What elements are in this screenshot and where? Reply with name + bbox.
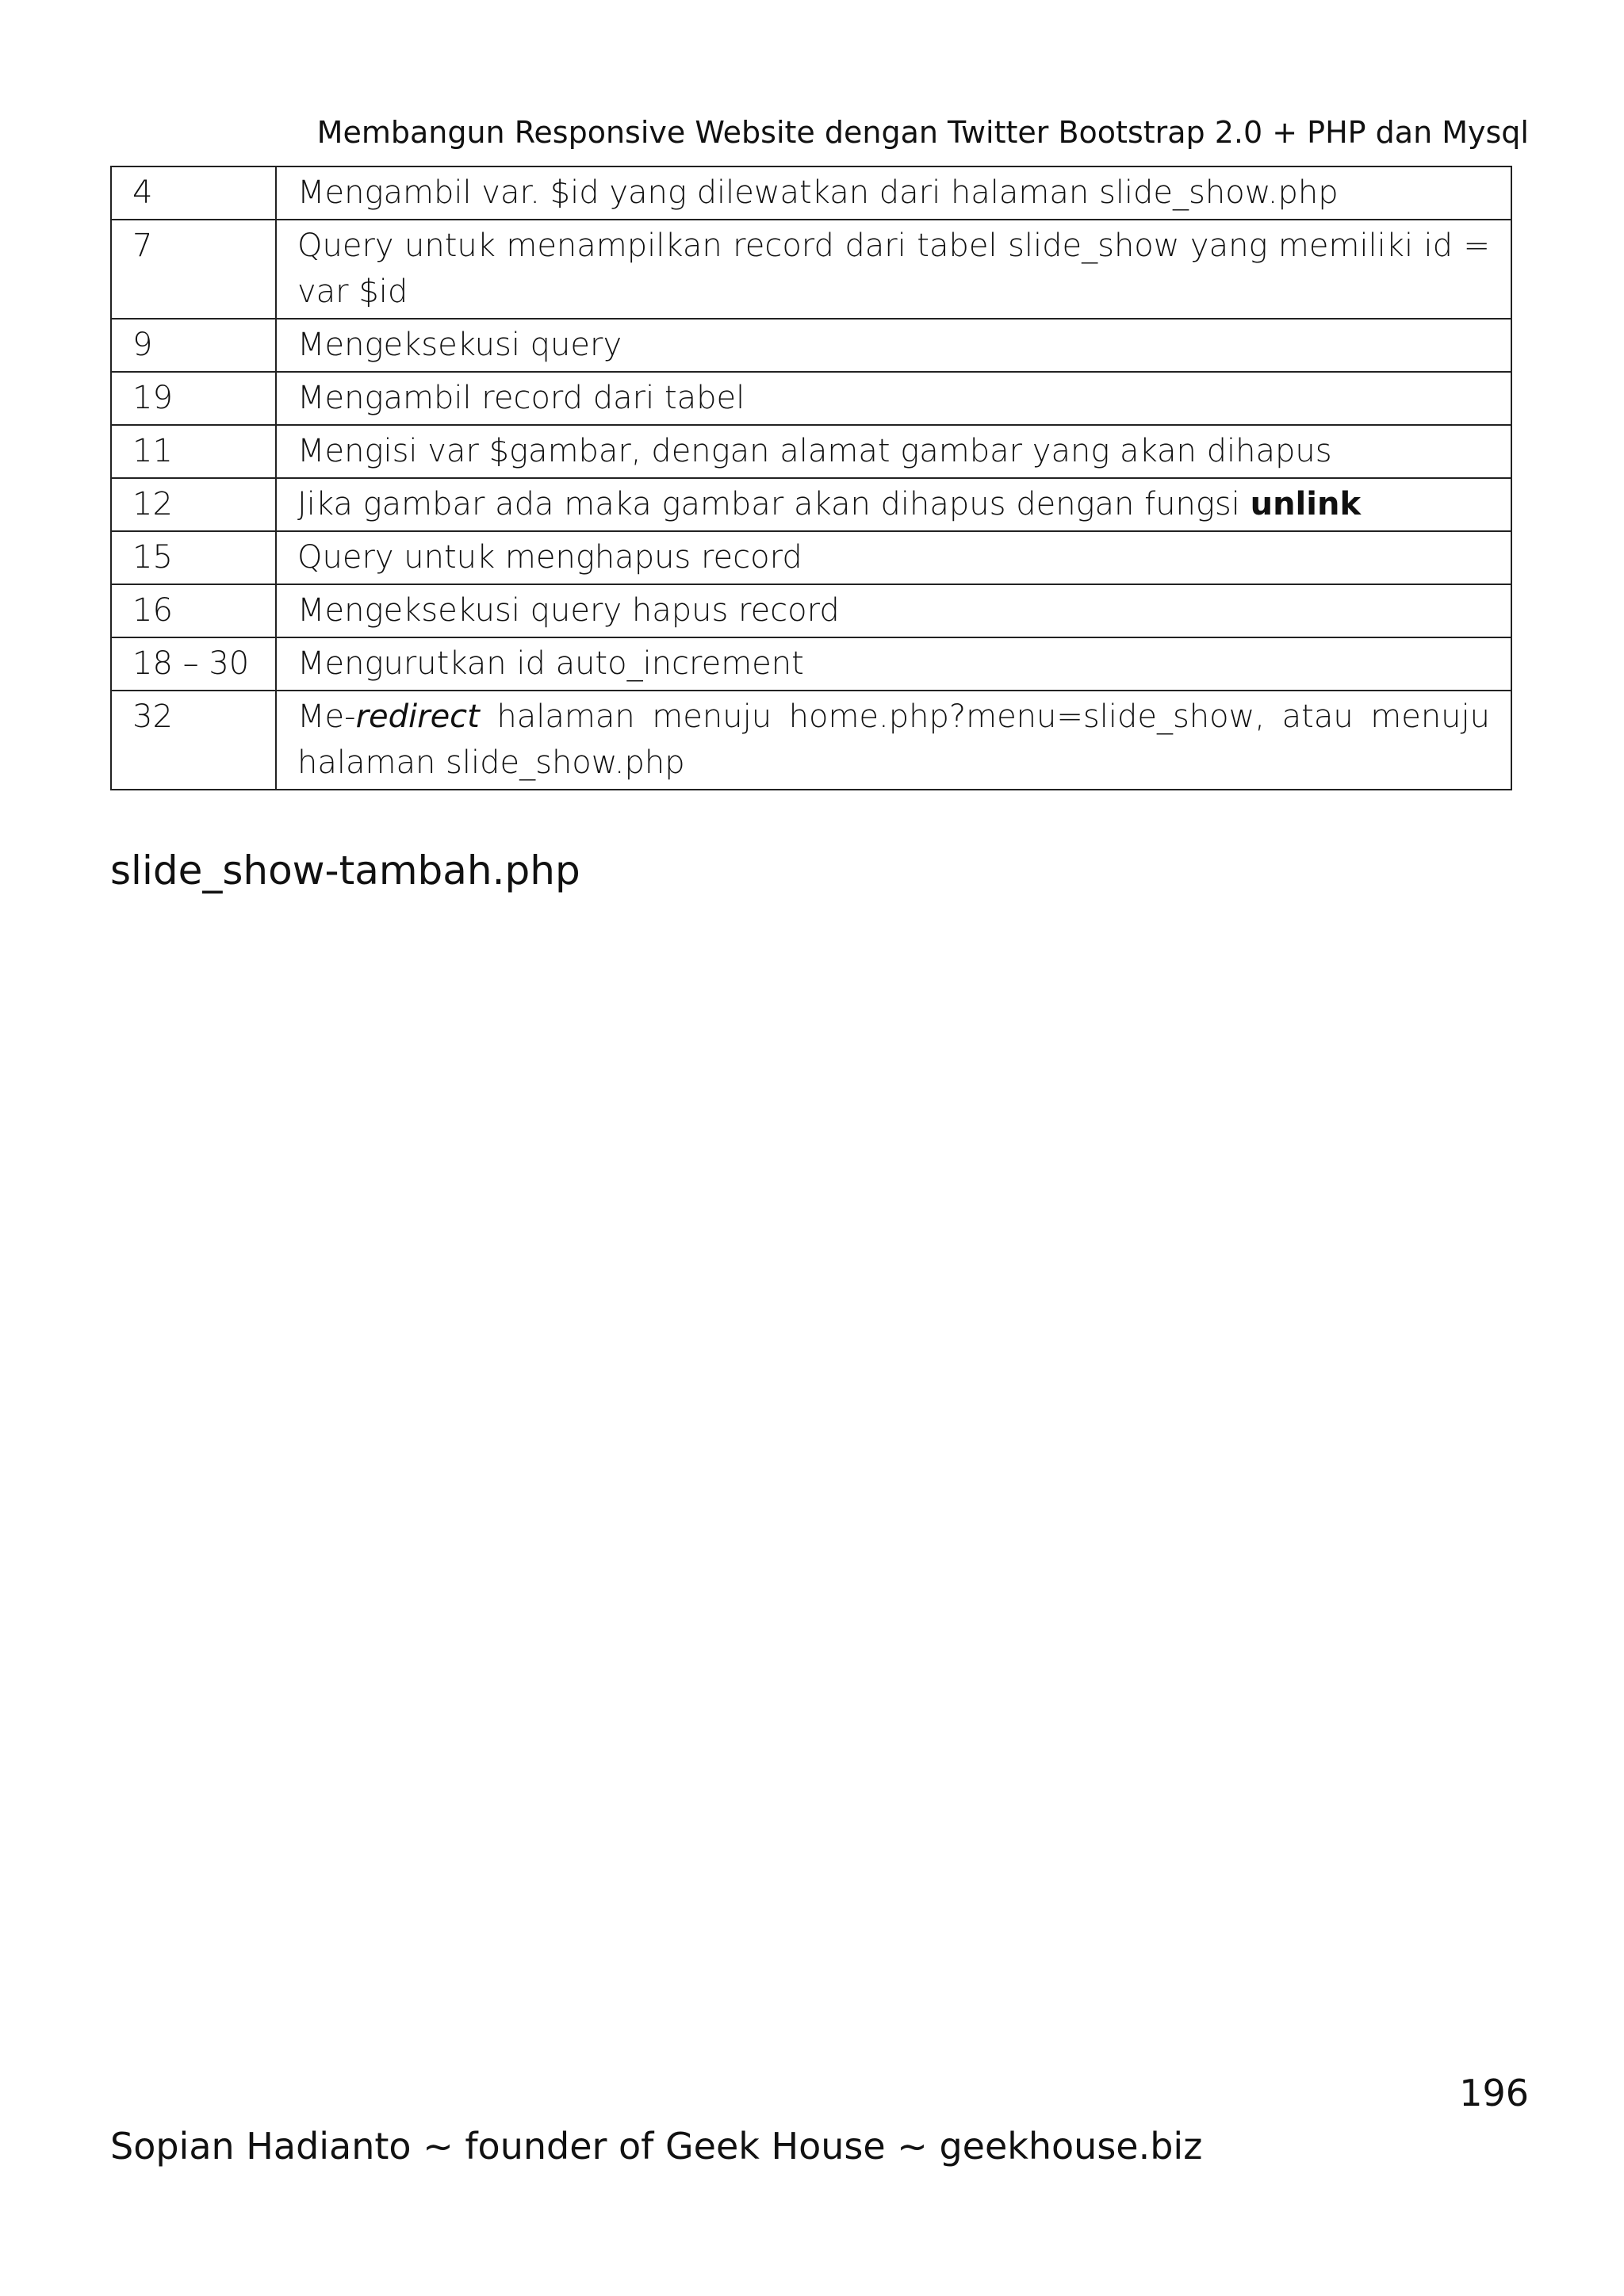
italic-term: redirect xyxy=(355,698,480,735)
table-row xyxy=(111,425,1511,478)
description-cell: Mengisi var $gambar, dengan alamat gambar yang akan dihapus xyxy=(276,425,1511,478)
table-row xyxy=(111,478,1511,531)
line-number-cell: 12 xyxy=(111,478,276,531)
table-row xyxy=(111,531,1511,584)
description-cell xyxy=(276,691,1511,790)
line-number-cell: 19 xyxy=(111,372,276,425)
function-name: unlink xyxy=(1250,486,1362,522)
description-cell: Mengambil record dari tabel xyxy=(276,372,1511,425)
description-cell: Mengeksekusi query hapus record xyxy=(276,584,1511,637)
table-row xyxy=(111,372,1511,425)
line-number-cell: 18 – 30 xyxy=(111,637,276,691)
description-cell: Mengeksekusi query xyxy=(276,319,1511,372)
line-number-cell: 11 xyxy=(111,425,276,478)
description-cell: Query untuk menampilkan record dari tabel slide_show yang memiliki id = var $id xyxy=(276,220,1511,319)
table-row xyxy=(111,220,1511,319)
running-header: Membangun Responsive Website dengan Twitter Bootstrap 2.0 + PHP dan Mysql xyxy=(316,115,1529,150)
line-number-cell: 9 xyxy=(111,319,276,372)
line-number-cell: 4 xyxy=(111,166,276,220)
table-row xyxy=(111,319,1511,372)
line-number-cell: 16 xyxy=(111,584,276,637)
description-cell: Mengambil var. $id yang dilewatkan dari halaman slide_show.php xyxy=(276,166,1511,220)
description-text: Jika gambar ada maka gambar akan dihapus dengan fungsi xyxy=(297,486,1251,522)
table-row xyxy=(111,637,1511,691)
file-heading: slide_show-tambah.php xyxy=(110,848,580,894)
line-number-cell: 7 xyxy=(111,220,276,319)
line-number-cell: 32 xyxy=(111,691,276,790)
table-row xyxy=(111,584,1511,637)
description-cell: Query untuk menghapus record xyxy=(276,531,1511,584)
description-cell: Mengurutkan id auto_increment xyxy=(276,637,1511,691)
table-row xyxy=(111,691,1511,790)
line-number-cell: 15 xyxy=(111,531,276,584)
description-text: halaman menuju home.php?menu=slide_show, atau menuju halaman slide_show.php xyxy=(297,698,1490,781)
description-prefix: Me- xyxy=(297,698,356,735)
page-number: 196 xyxy=(1459,2072,1529,2114)
line-explanation-table xyxy=(110,166,1512,790)
page-footer: Sopian Hadianto ~ founder of Geek House ~ geekhouse.biz xyxy=(110,2125,1203,2168)
table-row xyxy=(111,166,1511,220)
description-cell xyxy=(276,478,1511,531)
